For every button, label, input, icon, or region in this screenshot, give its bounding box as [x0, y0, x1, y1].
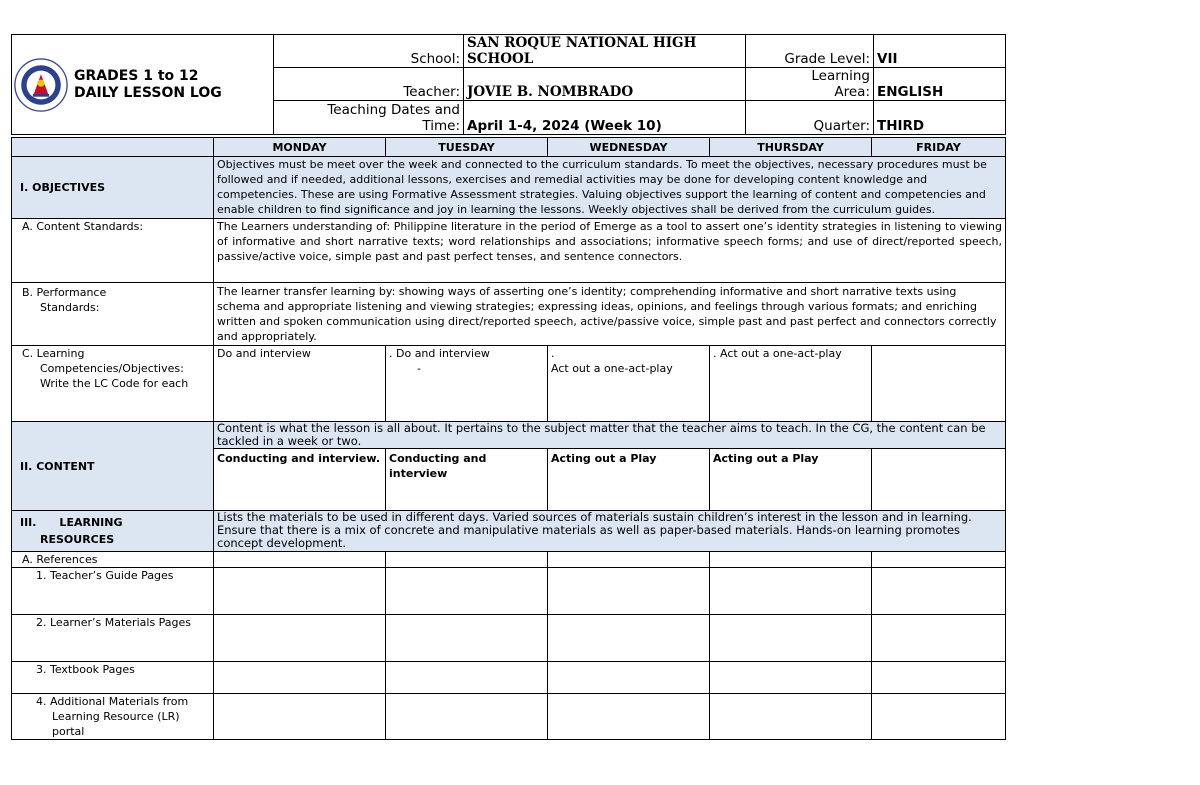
competency-tuesday-sub: -: [417, 362, 421, 375]
content-heading: II. CONTENT: [12, 422, 214, 511]
lm-wednesday: [548, 615, 710, 662]
grade-level-label: Grade Level:: [746, 35, 874, 68]
quarter-value: THIRD: [874, 101, 1006, 135]
resources-heading-line2: RESOURCES: [40, 533, 115, 546]
am-monday: [214, 694, 386, 740]
teacher-value: JOVIE B. NOMBRADO: [464, 68, 746, 101]
objectives-heading: I. OBJECTIVES: [12, 157, 214, 219]
competency-wednesday-sub: Act out a one-act-play: [551, 362, 673, 375]
teaching-dates-label-line1: Teaching Dates and: [327, 102, 460, 118]
tb-friday: [872, 662, 1006, 694]
grade-level-value: VII: [874, 35, 1006, 68]
content-standards-text: The Learners understanding of: Philippine literature in the period of Emerge as a tool to assert one’s identity strategies in listening to viewing of informative and short narrative texts; word relationships and associations; informative speech forms; and use of direct/reported speech, passive/active voice, simple past and past perfect tenses, and sentence connectors.: [214, 219, 1006, 283]
teachers-guide-label: 1. Teacher’s Guide Pages: [12, 568, 214, 615]
references-wednesday: [548, 552, 710, 568]
tb-thursday: [710, 662, 872, 694]
content-friday: [872, 449, 1006, 511]
references-monday: [214, 552, 386, 568]
resources-heading: [12, 511, 214, 552]
performance-standards-label: [12, 283, 214, 346]
quarter-label: Quarter:: [746, 101, 874, 135]
content-tuesday: Conducting and interview: [386, 449, 548, 511]
learning-area-label-line2: Area:: [834, 84, 870, 100]
content-text: Content is what the lesson is all about. It pertains to the subject matter that the teacher aims to teach. In the CG, the content can be tackled in a week or two.: [214, 422, 1006, 449]
performance-standards-label-line1: B. Performance: [22, 286, 107, 299]
learners-materials-label: 2. Learner’s Materials Pages: [12, 615, 214, 662]
competency-wednesday-text: .: [551, 347, 555, 360]
teaching-dates-label: [274, 101, 464, 135]
performance-standards-label-line2: Standards:: [40, 301, 100, 314]
objectives-text: Objectives must be meet over the week and connected to the curriculum standards. To meet the objectives, necessary procedures must be followed and if needed, additional lessons, exercises and remedial activities may be done for developing content knowledge and competencies. These are using Formative Assessment strategies. Valuing objectives support the learning of content and competencies and enable children to find significance and joy in learning the lessons. Weekly objectives shall be derived from the curriculum guides.: [214, 157, 1006, 219]
content-monday: Conducting and interview.: [214, 449, 386, 511]
header-table: [11, 34, 1006, 135]
lm-monday: [214, 615, 386, 662]
school-value: SAN ROQUE NATIONAL HIGH SCHOOL: [464, 35, 746, 68]
day-header-tuesday: TUESDAY: [386, 138, 548, 157]
competencies-label: [12, 346, 214, 422]
day-header-friday: FRIDAY: [872, 138, 1006, 157]
references-label: A. References: [12, 552, 214, 568]
competency-monday: Do and interview: [214, 346, 386, 422]
lm-thursday: [710, 615, 872, 662]
competencies-label-line1: C. Learning: [22, 347, 85, 360]
lm-tuesday: [386, 615, 548, 662]
teacher-label: Teacher:: [274, 68, 464, 101]
tb-tuesday: [386, 662, 548, 694]
tg-friday: [872, 568, 1006, 615]
learning-area-label-line1: Learning: [811, 68, 870, 84]
deped-seal-icon: [14, 58, 68, 112]
tb-monday: [214, 662, 386, 694]
learning-area-value: ENGLISH: [874, 68, 1006, 101]
competencies-label-line3: Write the LC Code for each: [40, 377, 189, 390]
day-header-monday: MONDAY: [214, 138, 386, 157]
performance-standards-text: The learner transfer learning by: showing ways of asserting one’s identity; comprehending informative and short narrative texts using schema and appropriate listening and viewing strategies; expressing ideas, opinions, and feelings through various formats; and enriching written and spoken communication using direct/reported speech, active/passive voice, simple past and past perfect and connectors correctly and appropriately.: [214, 283, 1006, 346]
references-tuesday: [386, 552, 548, 568]
competency-tuesday: [386, 346, 548, 422]
teaching-dates-value: April 1-4, 2024 (Week 10): [464, 101, 746, 135]
am-friday: [872, 694, 1006, 740]
competency-friday: [872, 346, 1006, 422]
tg-wednesday: [548, 568, 710, 615]
additional-materials-label: 4. Additional Materials from Learning Resource (LR) portal: [12, 694, 214, 740]
day-header-wednesday: WEDNESDAY: [548, 138, 710, 157]
resources-heading-line1: III. LEARNING: [20, 516, 123, 529]
lesson-log-table: [11, 137, 1006, 740]
references-friday: [872, 552, 1006, 568]
am-tuesday: [386, 694, 548, 740]
content-wednesday: Acting out a Play: [548, 449, 710, 511]
teaching-dates-label-line2: Time:: [422, 118, 460, 134]
tg-thursday: [710, 568, 872, 615]
log-title-line2: DAILY LESSON LOG: [74, 84, 222, 101]
references-thursday: [710, 552, 872, 568]
corner-cell: [12, 138, 214, 157]
content-thursday: Acting out a Play: [710, 449, 872, 511]
tb-wednesday: [548, 662, 710, 694]
tg-tuesday: [386, 568, 548, 615]
learning-area-label: [746, 68, 874, 101]
tg-monday: [214, 568, 386, 615]
textbook-pages-label: 3. Textbook Pages: [12, 662, 214, 694]
competency-wednesday: [548, 346, 710, 422]
am-wednesday: [548, 694, 710, 740]
day-header-thursday: THURSDAY: [710, 138, 872, 157]
competency-thursday: . Act out a one-act-play: [710, 346, 872, 422]
logo-title-cell: [12, 35, 274, 135]
competencies-label-line2: Competencies/Objectives:: [40, 362, 184, 375]
content-standards-label: A. Content Standards:: [12, 219, 214, 283]
competency-tuesday-text: . Do and interview: [389, 347, 490, 360]
school-label: School:: [274, 35, 464, 68]
log-title-line1: GRADES 1 to 12: [74, 67, 199, 84]
am-thursday: [710, 694, 872, 740]
lm-friday: [872, 615, 1006, 662]
resources-text: Lists the materials to be used in different days. Varied sources of materials sustain children’s interest in the lesson and in learning. Ensure that there is a mix of concrete and manipulative materials as well as paper-based materials. Hands-on learning promotes concept development.: [214, 511, 1006, 552]
